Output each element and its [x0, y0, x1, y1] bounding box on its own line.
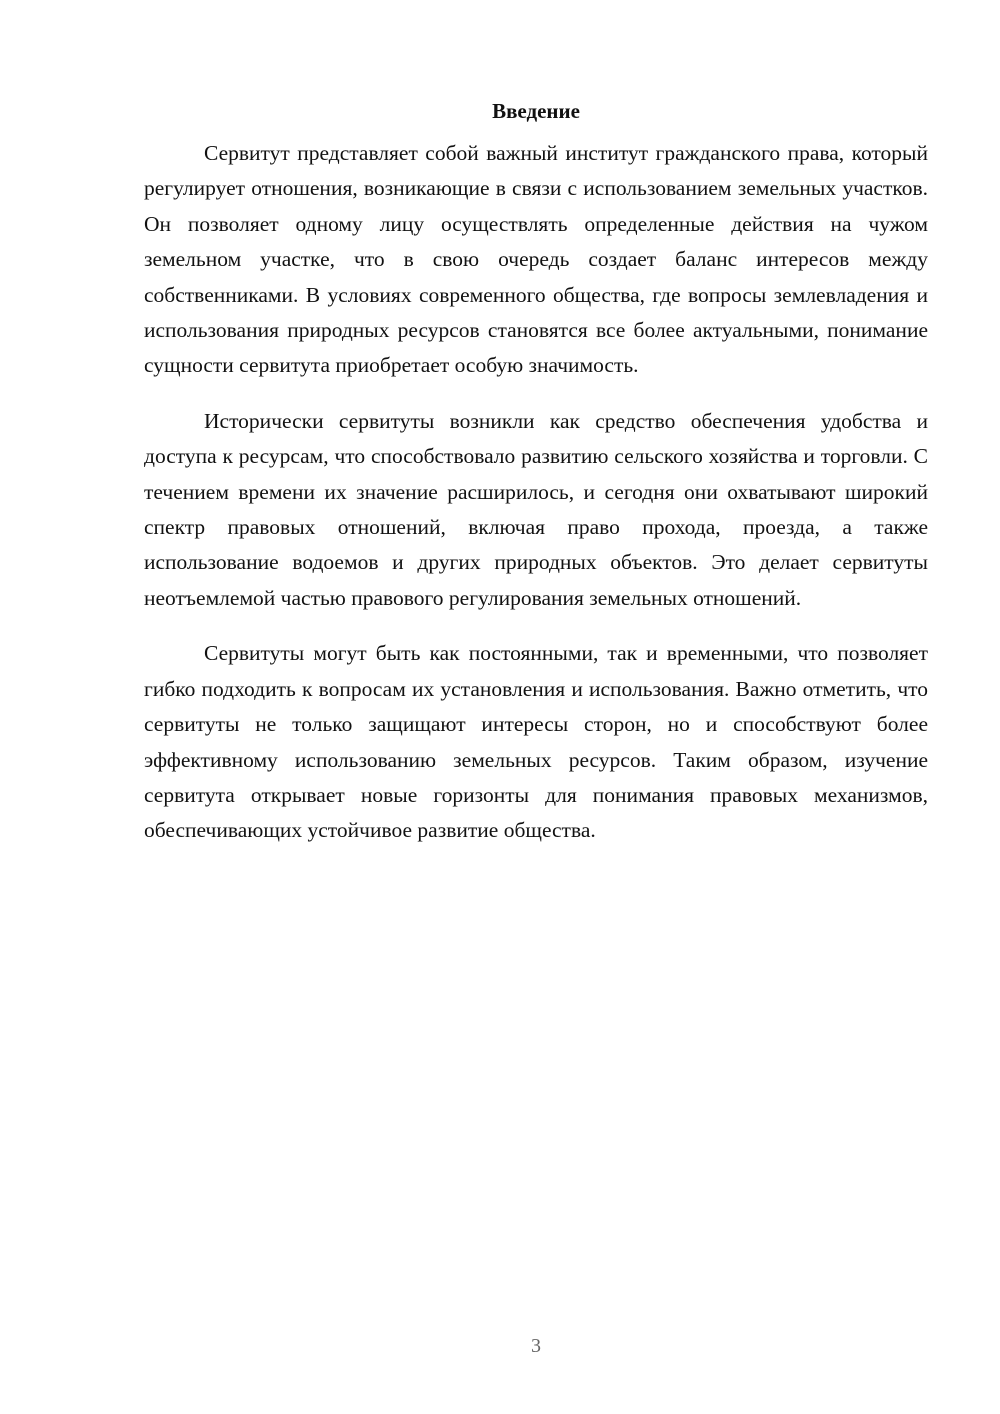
- page-body: [144, 96, 928, 869]
- paragraph-3: Сервитуты могут быть как постоянными, так и временными, что позволяет гибко подходить к вопросам их установления и использования. Важно отметить, что сервитуты не только защищают интересы сторон, но и способствуют более эффективному использованию земельных ресурсов. Таким образом, изучение сервитута открывает новые горизонты для понимания правовых механизмов, обеспечивающих устойчивое развитие общества.: [144, 641, 928, 843]
- paragraph-2: Исторически сервитуты возникли как средство обеспечения удобства и доступа к ресурсам, что способствовало развитию сельского хозяйства и торговли. С течением времени их значение расширилось, и сегодня они охватывают широкий спектр правовых отношений, включая право прохода, проезда, а также использование водоемов и других природных объектов. Это делает сервитуты неотъемлемой частью правового регулирования земельных отношений.: [144, 408, 928, 610]
- page-number: 3: [531, 1335, 541, 1357]
- paragraph-1: Сервитут представляет собой важный институт гражданского права, который регулирует отношения, возникающие в связи с использованием земельных участков. Он позволяет одному лицу осуществлять определенные действия на чужом земельном участке, что в свою очередь создает баланс интересов между собственниками. В условиях современного общества, где вопросы землевладения и использования природных ресурсов становятся все более актуальными, понимание сущности сервитута приобретает особую значимость.: [144, 141, 928, 378]
- section-heading: Введение: [492, 99, 580, 123]
